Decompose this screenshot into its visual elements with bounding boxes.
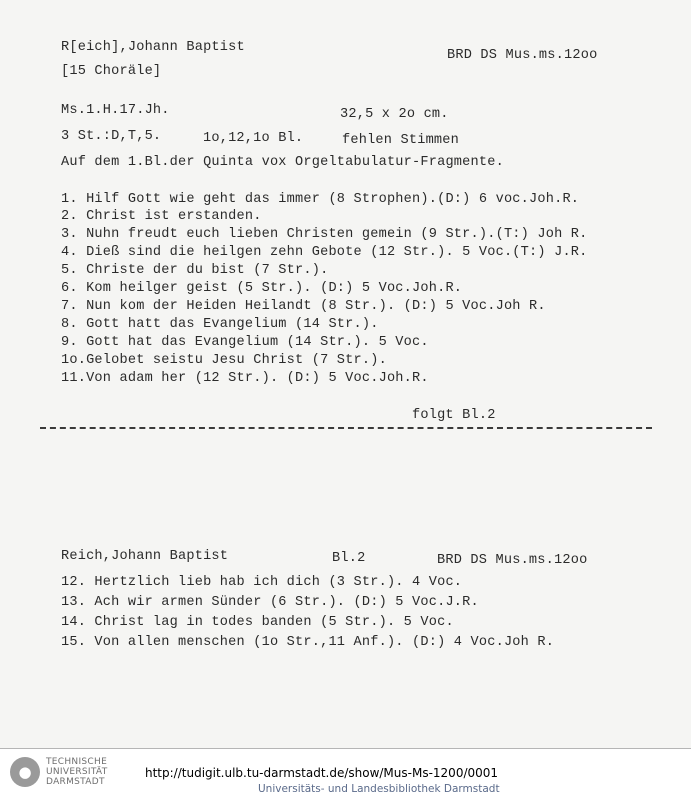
list-item: 9. Gott hat das Evangelium (14 Str.). 5 Voc. [61,335,429,350]
logo-line: DARMSTADT [46,777,105,787]
missing-note: fehlen Stimmen [342,133,460,148]
parts-line: 3 St.:D,T,5. [61,129,162,144]
list-item: 8. Gott hatt das Evangelium (14 Str.). [61,317,379,332]
logo-line: UNIVERSITÄT [46,767,108,777]
library-name: Universitäts- und Landesbibliothek Darmstadt [258,783,500,795]
list-item: 1. Hilf Gott wie geht das immer (8 Strophen).(D:) 6 voc.Joh.R. [61,192,580,207]
logo-line: TECHNISCHE [46,757,108,767]
leaf-number: Bl.2 [332,551,366,566]
author-name-card2: Reich,Johann Baptist [61,549,229,564]
list-item: 7. Nun kom der Heiden Heilandt (8 Str.). (D:) 5 Voc.Joh R. [61,299,546,314]
list-item: 1o.Gelobet seistu Jesu Christ (7 Str.). [61,353,387,368]
card-separator [40,427,652,429]
list-item: 12. Hertzlich lieb hab ich dich (3 Str.). 4 Voc. [61,575,463,590]
university-logo [46,757,126,787]
list-item: 11.Von adam her (12 Str.). (D:) 5 Voc.Joh.R. [61,371,429,386]
shelfmark-card2: BRD DS Mus.ms.12oo [437,553,588,568]
list-item: 13. Ach wir armen Sünder (6 Str.). (D:) 5 Voc.J.R. [61,595,479,610]
shelfmark: BRD DS Mus.ms.12oo [447,48,598,63]
list-item: 2. Christ ist erstanden. [61,209,262,224]
work-title: [15 Choräle] [61,64,162,79]
source-url[interactable]: http://tudigit.ulb.tu-darmstadt.de/show/Mus-Ms-1200/0001 [145,766,499,780]
author-name: R[eich],Johann Baptist [61,40,245,55]
list-item: 14. Christ lag in todes banden (5 Str.). 5 Voc. [61,615,454,630]
fragment-note: Auf dem 1.Bl.der Quinta vox Orgeltabulatur-Fragmente. [61,155,504,170]
continued-note: folgt Bl.2 [412,408,496,423]
list-item: 6. Kom heilger geist (5 Str.). (D:) 5 Voc.Joh.R. [61,281,463,296]
size-line: 32,5 x 2o cm. [340,107,449,122]
list-item: 5. Christe der du bist (7 Str.). [61,263,329,278]
leaves-line: 1o,12,1o Bl. [203,131,304,146]
university-seal-icon: ● [10,757,40,787]
date-line: Ms.1.H.17.Jh. [61,103,170,118]
list-item: 15. Von allen menschen (1o Str.,11 Anf.). (D:) 4 Voc.Joh R. [61,635,555,650]
list-item: 4. Dieß sind die heilgen zehn Gebote (12 Str.). 5 Voc.(T:) J.R. [61,245,588,260]
list-item: 3. Nuhn freudt euch lieben Christen gemein (9 Str.).(T:) Joh R. [61,227,588,242]
